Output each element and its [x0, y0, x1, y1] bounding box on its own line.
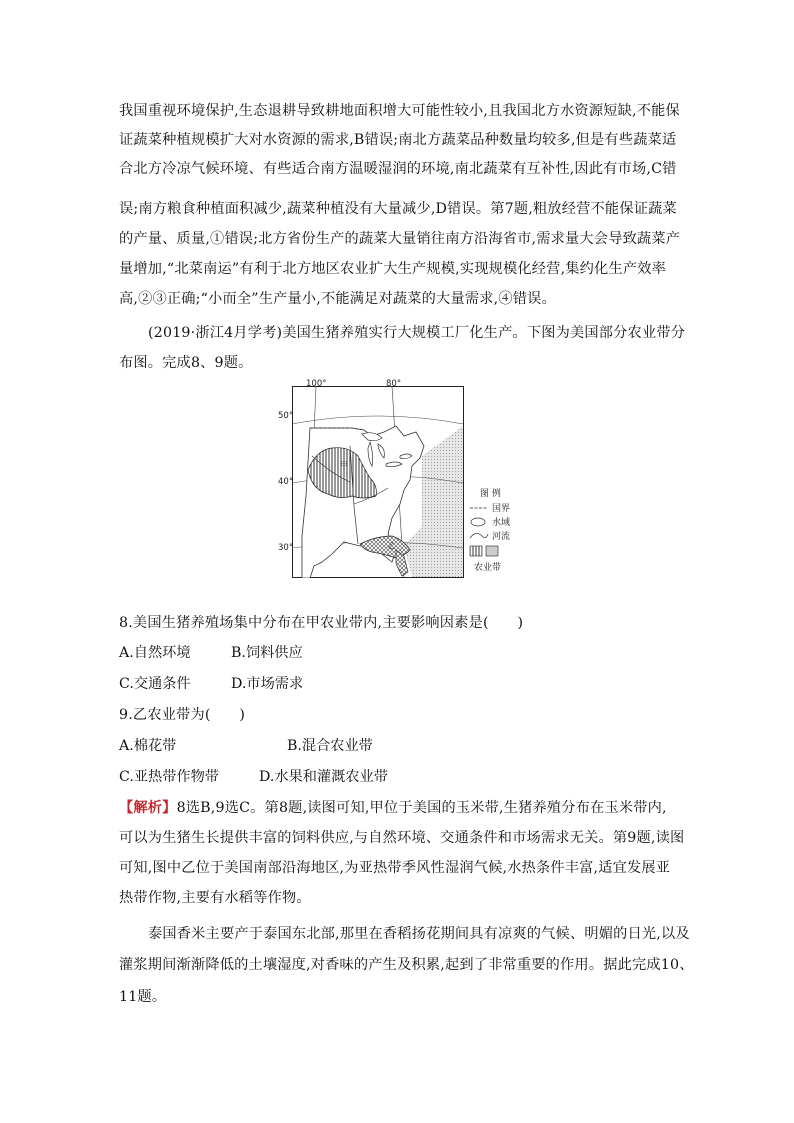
paragraph-line: 误;南方粮食种植面积减少,蔬菜种植没有大量减少,D错误。第7题,粗放经营不能保证蔬菜 [119, 201, 677, 217]
us-agriculture-belt-map [292, 386, 464, 578]
lat-label-50-outer: 50° [278, 411, 294, 421]
legend-title: 图 例 [480, 489, 501, 499]
paragraph-line: 灌浆期间渐渐降低的土壤湿度,对香味的产生及积累,起到了非常重要的作用。据此完成10、 [119, 957, 694, 973]
belt-label-jia: 甲 [340, 461, 348, 470]
analysis-tag: 【解析】 [119, 800, 177, 816]
paragraph-line: 高,②③正确;“小而全”生产量小,不能满足对蔬菜的大量需求,④错误。 [119, 291, 556, 307]
question-9-stem: 9.乙农业带为( ) [119, 707, 246, 723]
legend-item-border: 国界 [492, 504, 511, 514]
map-legend [466, 486, 526, 578]
paragraph-line: 量增加,“北菜南运”有利于北方地区农业扩大生产规模,实现规模化经营,集约化生产效率 [119, 261, 666, 277]
lon-label-80-outer: 80° [386, 379, 402, 389]
q8-option-c: C.交通条件 [119, 676, 191, 692]
paragraph-line: 合北方冷凉气候环境、有些适合南方温暖湿润的环境,南北蔬菜有互补性,因此有市场,C错 [119, 161, 677, 177]
paragraph-line: 我国重视环境保护,生态退耕导致耕地面积增大可能性较小,且我国北方水资源短缺,不能保 [119, 103, 680, 119]
paragraph-line: 泰国香米主要产于泰国东北部,那里在香稻扬花期间具有凉爽的气候、明媚的日光,以及 [148, 926, 690, 942]
question-intro-line: (2019·浙江4月学考)美国生猪养殖实行大规模工厂化生产。下图为美国部分农业带分 [148, 325, 686, 341]
q9-option-b: B.混合农业带 [287, 738, 373, 754]
question-8-stem: 8.美国生猪养殖场集中分布在甲农业带内,主要影响因素是( ) [119, 615, 524, 631]
lon-label-row [300, 378, 420, 388]
legend-item-water: 水域 [492, 518, 511, 528]
q9-option-d: D.水果和灌溉农业带 [259, 769, 388, 785]
paragraph-line: 证蔬菜种植规模扩大对水资源的需求,B错误;南北方蔬菜品种数量均较多,但是有些蔬菜适 [119, 132, 677, 148]
belt-symbol-cross [486, 546, 498, 556]
lon-label-100-outer: 100° [306, 379, 327, 389]
legend-item-belt: 农业带 [474, 563, 502, 573]
analysis-line: 可以为生猪生长提供丰富的饲料供应,与自然环境、交通条件和市场需求无关。第9题,读图 [119, 830, 685, 846]
analysis-line: 热带作物,主要有水稻等作物。 [119, 890, 311, 906]
legend-item-river: 河流 [492, 532, 511, 542]
paragraph-line: 的产量、质量,①错误;北方省份生产的蔬菜大量销往南方沿海省市,需求量大会导致蔬菜产 [119, 231, 681, 247]
analysis-line [119, 798, 667, 818]
question-intro-line: 布图。完成8、9题。 [119, 355, 253, 371]
q8-option-a: A.自然环境 [119, 645, 191, 661]
q9-option-a: A.棉花带 [119, 738, 177, 754]
lat-label-column [270, 380, 294, 580]
analysis-text: 8选B,9选C。第8题,读图可知,甲位于美国的玉米带,生猪养殖分布在玉米带内, [176, 800, 667, 816]
belt-label-yi: 乙 [388, 542, 395, 550]
belt-symbol-striped [470, 546, 482, 556]
paragraph-line: 11题。 [119, 989, 167, 1005]
river-symbol [470, 533, 488, 538]
q8-option-d: D.市场需求 [231, 676, 304, 692]
lat-label-40-outer: 40° [278, 477, 294, 487]
q8-option-b: B.饲料供应 [231, 645, 303, 661]
water-symbol [471, 518, 485, 526]
analysis-line: 可知,图中乙位于美国南部沿海地区,为亚热带季风性湿润气候,水热条件丰富,适宜发展亚 [119, 860, 671, 876]
q9-option-c: C.亚热带作物带 [119, 769, 219, 785]
lat-label-30-outer: 30° [278, 543, 294, 553]
